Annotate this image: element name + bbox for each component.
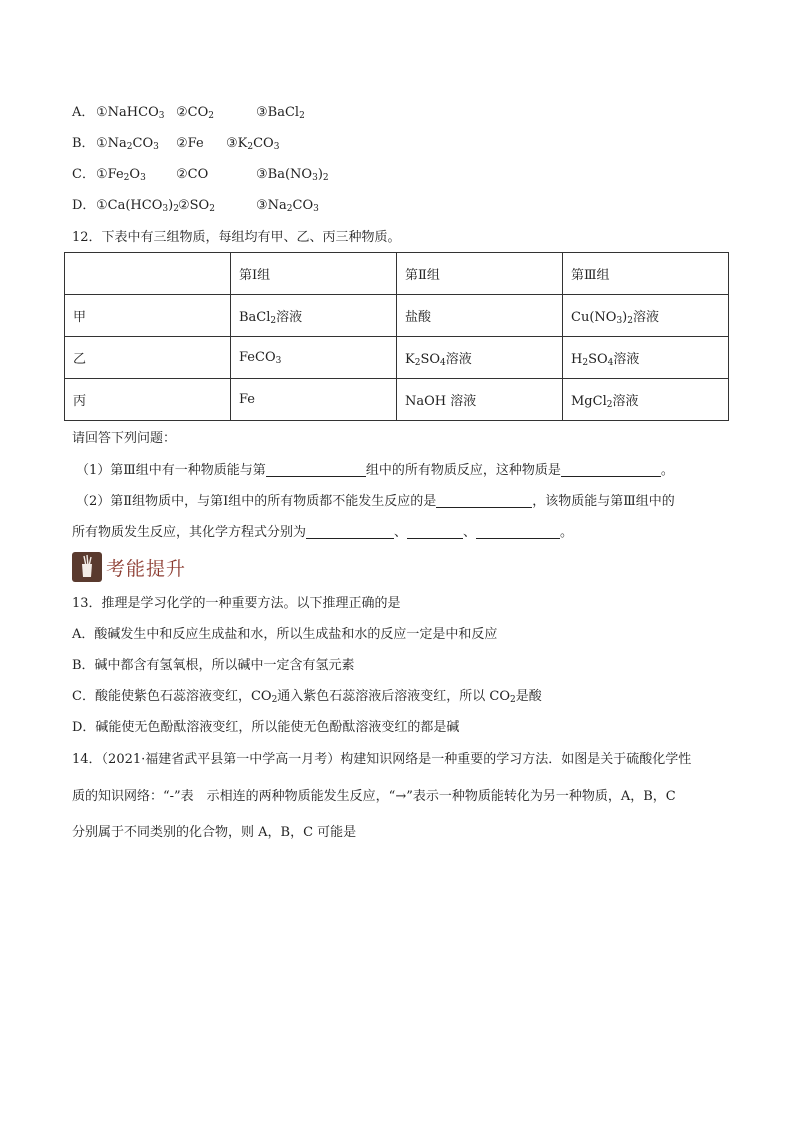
- q12-sub2-end: 。: [560, 525, 574, 540]
- compound-formula-part: O: [129, 167, 141, 182]
- cell-formula-part: 溶液: [612, 394, 639, 409]
- compound-formula-part: 2: [123, 173, 130, 183]
- compound-formula-part: Na: [107, 136, 127, 151]
- q12-sep-2: 、: [463, 525, 477, 540]
- option-compound: [96, 103, 164, 123]
- compound-number: ③: [256, 105, 268, 120]
- option-compound: [176, 103, 214, 123]
- cell-formula-part: 溶液: [445, 352, 472, 367]
- q13-option-c-sub: 2: [271, 695, 278, 705]
- compound-formula-part: 2: [126, 142, 133, 152]
- compound-formula-part: 2: [247, 142, 254, 152]
- option-compound: [178, 196, 215, 216]
- compound-number: ①: [96, 167, 108, 182]
- compound-formula-part: 2: [209, 204, 215, 214]
- table-row: [65, 379, 729, 421]
- compound-number: ③: [256, 167, 268, 182]
- compound-formula-part: Fe: [107, 167, 124, 182]
- q12-sub2-blank-1[interactable]: [436, 493, 532, 508]
- row-label-cell: 乙: [65, 337, 231, 379]
- cell-formula-part: Cu(NO: [571, 310, 617, 325]
- table-header-cell: 第Ⅲ组: [563, 253, 729, 295]
- table-cell: [397, 295, 563, 337]
- compound-number: ①: [96, 198, 108, 213]
- q12-equation-blank-1[interactable]: [306, 524, 394, 539]
- table-cell: [397, 379, 563, 421]
- cell-formula-part: 2: [627, 316, 633, 326]
- cell-formula-part: 溶液: [276, 310, 303, 325]
- cell-formula-part: 溶液: [632, 310, 659, 325]
- option-compound: [96, 196, 179, 216]
- q12-sub1-end: 。: [660, 463, 674, 478]
- q13-option-a[interactable]: A．酸碱发生中和反应生成盐和水，所以生成盐和水的反应一定是中和反应: [72, 627, 498, 642]
- cell-formula-part: H: [571, 352, 583, 367]
- q12-sub1-text-a: （1）第Ⅲ组中有一种物质能与第: [76, 463, 266, 478]
- q12-sub2: [76, 492, 675, 512]
- cell-formula-part: 盐酸: [405, 310, 432, 325]
- q12-equation-blank-3[interactable]: [476, 524, 560, 539]
- cell-formula-part: SO: [420, 352, 441, 367]
- cell-formula-part: SO: [588, 352, 608, 367]
- compound-formula-part: CO: [187, 105, 209, 120]
- compound-number: ②: [176, 167, 188, 182]
- q14-line-3: 分别属于不同类别的化合物，则 A，B，C 可能是: [72, 825, 357, 840]
- option-compound: [256, 165, 329, 185]
- compound-formula-part: 3: [140, 173, 146, 183]
- table-cell: [231, 379, 397, 421]
- compound-formula-part: ): [317, 167, 323, 182]
- compound-formula-part: BaCl: [267, 105, 300, 120]
- q13-option-d[interactable]: D．碱能使无色酚酞溶液变红，所以能使无色酚酞溶液变红的都是碱: [72, 720, 460, 735]
- cell-formula-part: K: [405, 352, 415, 367]
- cell-formula-part: 3: [275, 356, 282, 366]
- q12-sub1-blank-1[interactable]: [266, 462, 366, 477]
- compound-formula-part: CO: [292, 198, 314, 213]
- cell-formula-part: 3: [616, 316, 623, 326]
- q13-option-b[interactable]: B．碱中都含有氢氧根，所以碱中一定含有氢元素: [72, 658, 355, 673]
- cell-formula-part: 2: [582, 358, 589, 368]
- option-letter: A．: [72, 105, 95, 120]
- table-cell: [563, 295, 729, 337]
- cell-formula-part: 4: [607, 358, 614, 368]
- q12-sub2-line2: [72, 523, 573, 543]
- compound-number: ②: [178, 198, 190, 213]
- compound-number: ③: [226, 136, 238, 151]
- cell-formula-part: BaCl: [239, 310, 271, 325]
- compound-formula-part: CO: [253, 136, 274, 151]
- q14-line-2: 质的知识网络：“-”表 示相连的两种物质能发生反应，“→”表示一种物质能转化为另一种物质，A，B，C: [72, 789, 676, 804]
- table-header-row: [65, 253, 729, 295]
- compound-formula-part: 3: [313, 204, 319, 214]
- compound-formula-part: 3: [153, 142, 159, 152]
- compound-formula-part: SO: [189, 198, 210, 213]
- q14-line-1: 14．（2021·福建省武平县第一中学高一月考）构建知识网络是一种重要的学习方法．如图是关于硫酸化学性: [72, 752, 692, 767]
- table-header-cell: 第Ⅱ组: [397, 253, 563, 295]
- compound-formula-part: K: [237, 136, 248, 151]
- compound-formula-part: NaHCO: [107, 105, 159, 120]
- option-compound: [256, 103, 305, 123]
- compound-number: ③: [256, 198, 268, 213]
- compound-formula-part: 2: [208, 111, 214, 121]
- compound-formula-part: ): [168, 198, 174, 213]
- q12-stem: 12．下表中有三组物质，每组均有甲、乙、丙三种物质。: [72, 230, 401, 245]
- q12-prompt: 请回答下列问题：: [72, 431, 177, 446]
- row-label-cell: 甲: [65, 295, 231, 337]
- q12-table: [64, 252, 729, 421]
- q12-equation-blank-2[interactable]: [407, 524, 463, 539]
- q13-option-c-pre: C．酸能使紫色石蕊溶液变红，CO: [72, 689, 272, 704]
- q13-option-c-sub2: 2: [510, 695, 516, 705]
- section-title: 考能提升: [106, 557, 187, 580]
- compound-formula-part: 3: [162, 204, 169, 214]
- cell-formula-part: 溶液: [613, 352, 640, 367]
- compound-formula-part: 3: [312, 173, 318, 183]
- compound-formula-part: 3: [158, 111, 165, 121]
- table-cell: [231, 295, 397, 337]
- table-cell: [397, 337, 563, 379]
- section-header: [72, 551, 186, 583]
- table-row: [65, 337, 729, 379]
- beaker-icon: [72, 552, 102, 582]
- cell-formula-part: ): [622, 310, 628, 325]
- option-compound: [256, 196, 319, 216]
- q12-sub1-text-b: 组中的所有物质反应，这种物质是: [365, 463, 561, 478]
- option-compound: [176, 134, 204, 154]
- compound-formula-part: 2: [173, 204, 179, 214]
- cell-formula-part: 2: [606, 400, 613, 410]
- table-cell: [563, 379, 729, 421]
- option-compound: [176, 165, 208, 185]
- compound-formula-part: 2: [286, 204, 293, 214]
- compound-number: ②: [176, 136, 188, 151]
- compound-number: ②: [176, 105, 188, 120]
- cell-formula-part: Fe: [239, 392, 256, 407]
- cell-formula-part: 4: [440, 358, 446, 368]
- compound-formula-part: 2: [299, 111, 305, 121]
- option-letter: D．: [72, 198, 96, 213]
- compound-formula-part: CO: [132, 136, 154, 151]
- q13-option-c[interactable]: [72, 687, 542, 707]
- compound-formula-part: Fe: [187, 136, 204, 151]
- compound-formula-part: Na: [267, 198, 287, 213]
- q13-stem: 13．推理是学习化学的一种重要方法。以下推理正确的是: [72, 596, 401, 611]
- option-compound: [96, 165, 146, 185]
- compound-number: ①: [96, 105, 108, 120]
- table-cell: [231, 337, 397, 379]
- q13-option-c-mid: 通入紫色石蕊溶液后溶液变红，所以 CO: [277, 689, 511, 704]
- compound-number: ①: [96, 136, 108, 151]
- q12-sub1: [76, 461, 674, 481]
- q12-sep-1: 、: [394, 525, 408, 540]
- cell-formula-part: 2: [270, 316, 277, 326]
- cell-formula-part: MgCl: [571, 394, 607, 409]
- option-compound: [226, 134, 279, 154]
- compound-formula-part: CO: [187, 167, 209, 182]
- table-header-cell: 第Ⅰ组: [231, 253, 397, 295]
- q12-sub2-text-a: （2）第Ⅱ组物质中，与第Ⅰ组中的所有物质都不能发生反应的是: [76, 494, 437, 509]
- q12-sub1-blank-2[interactable]: [561, 462, 661, 477]
- row-label-cell: 丙: [65, 379, 231, 421]
- compound-formula-part: Ca(HCO: [107, 198, 163, 213]
- table-header-cell: [65, 253, 231, 295]
- table-row: [65, 295, 729, 337]
- q12-sub2-text-b: ，该物质能与第Ⅲ组中的: [532, 494, 675, 509]
- q13-option-c-end: 是酸: [515, 689, 542, 704]
- option-compound: [96, 134, 159, 154]
- compound-formula-part: 3: [273, 142, 280, 152]
- option-letter: C．: [72, 167, 95, 182]
- compound-formula-part: 2: [322, 173, 329, 183]
- compound-formula-part: Ba(NO: [267, 167, 313, 182]
- cell-formula-part: 2: [414, 358, 421, 368]
- option-letter: B．: [72, 136, 95, 151]
- q12-sub2-line2-text: 所有物质发生反应，其化学方程式分别为: [72, 525, 307, 540]
- cell-formula-part: FeCO: [239, 350, 276, 365]
- table-cell: [563, 337, 729, 379]
- cell-formula-part: NaOH 溶液: [405, 394, 477, 409]
